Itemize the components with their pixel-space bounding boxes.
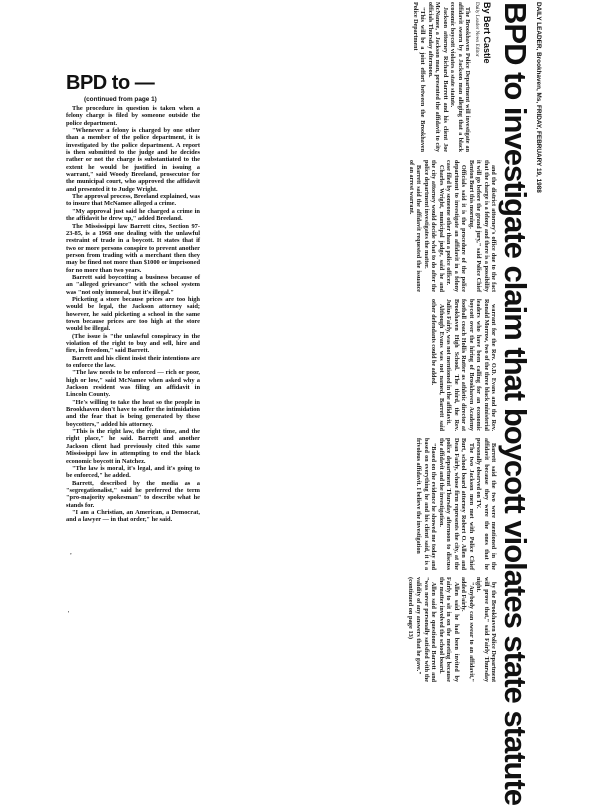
story-paragraph: Barrett said the affidavit requested the issuance of an arrest warrant. <box>408 160 422 292</box>
story-headline: BPD to investigate claim that boycott violates state statute <box>498 2 533 805</box>
story-column-1 <box>410 2 470 152</box>
continuation-paragraph: "He's willing to take the heat so the people in Brookhaven don't have to suffer the intimidation and the fear that is being generated by these boycotters," added his attorney. <box>66 398 200 428</box>
byline: By Bert Castle <box>482 2 492 64</box>
story-paragraph: Allen said he had been invited by Fairly to sit in on the meeting because the matter involved the school board. <box>437 577 459 682</box>
story-column-2 <box>407 160 496 292</box>
main-story <box>212 2 542 805</box>
continuation-paragraph: Barrett, described by the media as a "segregationalist," said he preferred the term "pro-majority spokesman" to describe what he stands for. <box>66 479 200 509</box>
story-paragraph: warrant for the Rev. O.D. Evans and the Rev. Ronald Morrow, two of the three black ministerial leaders who have been calling for an economic boycott over the hiring of Brookhaven Academy football coach Hollis Rutter as athletic director at Brookhaven High School. The third, the Rev. Julius Fairly, was not mentioned in the affidavit. <box>445 299 496 431</box>
continued-on-note: (continued on page 13) <box>407 577 415 639</box>
story-paragraph: Allen said he questioned Barrett and "was never personally satisfied with the validity of any answers that he gave." <box>415 577 437 682</box>
continuation-paragraph: "This is the right law, the right time, and the right place," he said. Barrett and another Jackson client had previously cited this same Mississippi law in attempting to end the black economic boycott in Natchez. <box>66 428 200 465</box>
continuation-paragraph: (The issue is "the unlawful conspiracy in the violation of the right to buy and sell, hire and fire, in freedom," said Barrett. <box>66 332 200 355</box>
continuation-paragraph: The Mississippi law Barrett cites, Section 97-23-85, is a 1968 one dealing with the unlawful restraint of trade in a boycott. It states that if two or more persons conspire to prevent another person from trading with a merchant then they may be fined not more than $1000 or imprisoned for no more than two years. <box>66 222 200 274</box>
continuation-paragraph: "I am a Christian, an American, a Democrat, and a lawyer — in that order," he said. <box>66 508 200 524</box>
story-column-4 <box>414 438 496 570</box>
continuation-paragraph: The procedure in question is taken when a felony charge is filed by someone outside the police department. <box>66 105 200 127</box>
story-paragraph: Charles Wright, municipal judge, said he and the city attorney would decide what to do after the police department investigates the matter. <box>422 160 444 292</box>
story-column-3 <box>429 299 496 431</box>
story-paragraph: Although Evans was not named, Barrett said other defendants could be added. <box>430 299 444 431</box>
story-column-5 <box>407 577 496 682</box>
story-paragraph: "This will be a joint effort between the Brookhaven Police Department <box>411 2 426 152</box>
scan-mark: ' <box>68 610 70 618</box>
continuation-paragraph: Barrett and his client insist their intentions are to enforce the law. <box>66 354 200 370</box>
newspaper-dateline: DAILY LEADER, Brookhaven, Ms, FRIDAY, FEBRUARY 19, 1988 <box>535 2 542 193</box>
story-paragraph: Barrett said the two were mentioned in the affidavit because they were the ones that he personally observed on TV. <box>475 438 496 570</box>
continuation-paragraph: Barrett said boycotting a business because of an "alleged grievance" with the school system was "not only immoral, but it's illegal." <box>66 273 200 296</box>
story-paragraph: and the district attorney's office due to the fact that the charge is a felony and there is a possibility it will go before the grand jury," said Police Chief Benton Burt this morning. <box>467 160 496 292</box>
byline-title: Daily Leader News Editor <box>474 2 480 57</box>
story-paragraph: "Anybody can swear to an affidavit," added Fairly. <box>460 577 474 682</box>
scan-mark: , <box>70 548 72 556</box>
continuation-paragraph: "My approval just said he charged a crime in the affidavit he drew up," added Breeland. <box>66 207 200 223</box>
story-paragraph: The Brookhaven Police Department will investigate an affidavit sworn by a Jackson man alleging that a black economic boycott violates a state statute. <box>449 2 470 152</box>
story-paragraph: "Based on the evidence he showed me today and based on everything he and his client said, it is a frivolous affidavit. I believe the investigation <box>415 438 437 570</box>
story-paragraph: by the Brookhaven Police Department will prove that," said Fairly Thursday night. <box>475 577 496 682</box>
continuation-column <box>66 72 200 524</box>
continuation-paragraph: "The law needs to be enforced — rich or poor, high or low," said McNamee when asked why a Jackson resident was filing an affidavit in Lincoln County. <box>66 369 200 399</box>
continuation-paragraph: "Whenever a felony is charged by one other than a member of the police department, it is investigated by the police department. A report is then submitted to the judge and he decides rather or not the charge is substantiated to the extent he would be justified in issuing a warrant," said Woody Breeland, prosecutor for the municipal court, who approved the affidavit and presented it to Judge Wright. <box>66 127 200 193</box>
continuation-paragraph: Picketing a store because prices are too high would be legal, the Jackson attorney said; however, he said picketing a school in the same town because prices are too high at the store would be illegal. <box>66 295 200 333</box>
continuation-paragraph: "The law is moral, it's legal, and it's going to be enforced," he added. <box>66 464 200 480</box>
story-paragraph: Officials said it is the procedure of the police department to investigate an affidavit in a felony case filed by someone other than a police officer. <box>445 160 467 292</box>
story-paragraph: The two Jackson men met with Police Chief Burt, school board attorney Robert O. Allen and Dean Fairly, whose firm represents the city, at the police department Thursday afternoon to discuss the affidavit and the investigation. <box>437 438 474 570</box>
continuation-headline: BPD to — <box>66 72 155 94</box>
continuation-paragraph: The approval process, Breeland explained, was to insure that McNamee alleged a crime. <box>66 193 200 208</box>
continued-from-note: (continued from page 1) <box>84 96 157 103</box>
story-paragraph: Jackson attorney Richard Barrett and his client Joe McNamee, a Jackson man, presented the affidavit to city officials Thursday afternoon. <box>426 2 448 152</box>
